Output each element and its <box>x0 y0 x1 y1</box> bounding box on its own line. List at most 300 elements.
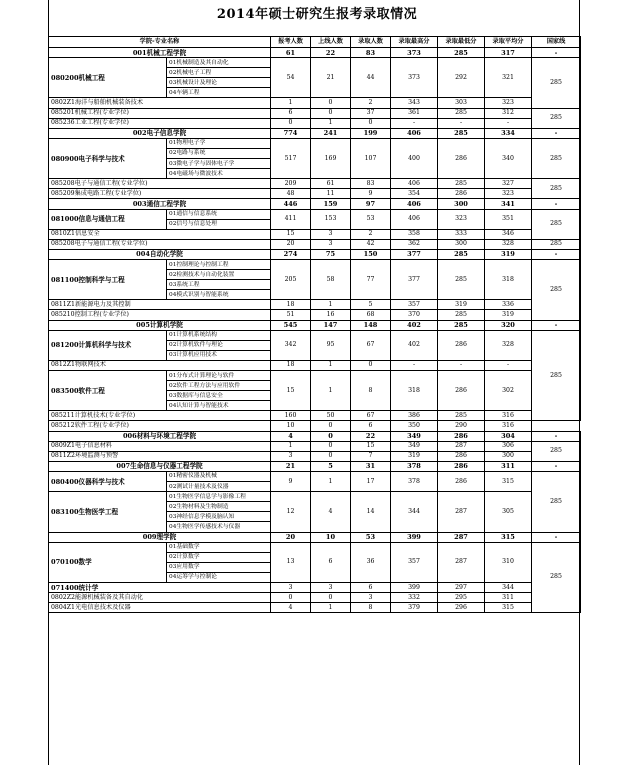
stat-cell: 205 <box>271 259 311 299</box>
stat-cell: 15 <box>271 229 311 239</box>
program-row <box>49 239 581 249</box>
stat-cell: 3 <box>271 451 311 461</box>
major-name: 080200机械工程 <box>49 58 167 98</box>
stat-cell: 351 <box>485 209 532 229</box>
program-row <box>49 300 581 310</box>
stat-cell: 10 <box>271 421 311 431</box>
stat-cell: 37 <box>351 108 391 118</box>
research-direction: 02计算机软件与理论 <box>167 340 271 350</box>
stat-cell: 350 <box>391 421 438 431</box>
stat-cell: 378 <box>391 471 438 491</box>
stat-cell: - <box>391 118 438 128</box>
stat-cell: 362 <box>391 239 438 249</box>
stat-cell: 319 <box>438 300 485 310</box>
research-direction: 02计算数学 <box>167 552 271 562</box>
stat-cell: 312 <box>485 108 532 118</box>
school-name: 002电子信息学院 <box>49 128 271 138</box>
stat-cell: 0 <box>351 360 391 370</box>
stat-cell: 373 <box>391 58 438 98</box>
stat-cell: 378 <box>391 461 438 471</box>
stat-cell: 343 <box>391 98 438 108</box>
program-name: 0810Z1信息安全 <box>49 229 271 239</box>
stat-cell: 333 <box>438 229 485 239</box>
stat-cell: 319 <box>391 451 438 461</box>
stat-cell: 160 <box>271 411 311 421</box>
stat-cell: 349 <box>391 441 438 451</box>
major-name: 083500软件工程 <box>49 371 167 411</box>
stat-cell: 67 <box>351 411 391 421</box>
stat-cell: 209 <box>271 179 311 189</box>
program-name: 085236工业工程(专业学位) <box>49 118 271 128</box>
research-direction: 03计算机应用技术 <box>167 350 271 360</box>
major-row <box>49 138 581 148</box>
major-row <box>49 209 581 219</box>
national-line-cell: 285 <box>532 441 581 461</box>
stat-cell: 358 <box>391 229 438 239</box>
stat-cell: 297 <box>438 582 485 592</box>
research-direction: 01通信与信息系统 <box>167 209 271 219</box>
research-direction: 04生物医学传感技术与仪器 <box>167 522 271 532</box>
stat-cell: 406 <box>391 179 438 189</box>
research-direction: 02生物材料及生物制造 <box>167 502 271 512</box>
stat-cell: 147 <box>311 320 351 330</box>
stat-cell: 0 <box>351 118 391 128</box>
stat-cell: 318 <box>391 371 438 411</box>
program-name: 0811Z1新能源电力及其控制 <box>49 300 271 310</box>
stat-cell: 61 <box>311 179 351 189</box>
stat-cell: 323 <box>485 189 532 199</box>
program-name: 085208电子与通信工程(专业学位) <box>49 239 271 249</box>
stat-cell: 315 <box>485 471 532 491</box>
header-row <box>49 37 581 48</box>
research-direction: 03神经信息学模及脑认知 <box>167 512 271 522</box>
stat-cell: 4 <box>271 431 311 441</box>
major-name: 081000信息与通信工程 <box>49 209 167 229</box>
stat-cell: 6 <box>271 108 311 118</box>
national-line-cell: 285 <box>532 138 581 178</box>
stat-cell: 31 <box>351 461 391 471</box>
school-name: 001机械工程学院 <box>49 48 271 58</box>
national-line-cell: 285 <box>532 542 581 613</box>
stat-cell: 286 <box>438 461 485 471</box>
program-name: 071400统计学 <box>49 582 271 592</box>
stat-cell: 287 <box>438 492 485 532</box>
stat-cell: 68 <box>351 310 391 320</box>
stat-cell: 61 <box>271 48 311 58</box>
stat-cell: 1 <box>311 371 351 411</box>
major-name: 070100数学 <box>49 542 167 582</box>
program-row <box>49 179 581 189</box>
table-body <box>49 48 581 613</box>
national-line-cell: 285 <box>532 209 581 239</box>
stat-cell: 361 <box>391 108 438 118</box>
stat-cell: 3 <box>311 229 351 239</box>
stat-cell: 14 <box>351 492 391 532</box>
column-header: 学院-专业名称 <box>49 37 271 48</box>
stat-cell: 295 <box>438 593 485 603</box>
research-direction: 03机械设计及理论 <box>167 78 271 88</box>
stat-cell: 306 <box>485 441 532 451</box>
school-row <box>49 199 581 209</box>
program-row <box>49 582 581 592</box>
school-row <box>49 249 581 259</box>
major-name: 080400仪器科学与技术 <box>49 471 167 491</box>
stat-cell: 346 <box>485 229 532 239</box>
research-direction: 01分布式计算理论与软件 <box>167 371 271 381</box>
stat-cell: 1 <box>271 98 311 108</box>
stat-cell: 287 <box>438 532 485 542</box>
research-direction: 03数据库与信息安全 <box>167 391 271 401</box>
stat-cell: 53 <box>351 532 391 542</box>
program-row <box>49 98 581 108</box>
stat-cell: 296 <box>438 603 485 613</box>
stat-cell: 349 <box>391 431 438 441</box>
program-name: 0804Z1光电信息技术及仪器 <box>49 603 271 613</box>
stat-cell: 1 <box>271 441 311 451</box>
stat-cell: 545 <box>271 320 311 330</box>
stat-cell: 377 <box>391 259 438 299</box>
stat-cell: 150 <box>351 249 391 259</box>
stat-cell: 16 <box>311 310 351 320</box>
stat-cell: 5 <box>351 300 391 310</box>
stat-cell: 285 <box>438 310 485 320</box>
stat-cell: 0 <box>311 593 351 603</box>
research-direction: 01物理电子学 <box>167 138 271 148</box>
research-direction: 02检测技术与自动化装置 <box>167 270 271 280</box>
stat-cell: 370 <box>391 310 438 320</box>
national-line-cell: - <box>532 431 581 441</box>
national-line-cell: 285 <box>532 471 581 532</box>
stat-cell: 319 <box>485 310 532 320</box>
research-direction: 02电路与系统 <box>167 148 271 158</box>
stat-cell: 286 <box>438 371 485 411</box>
stat-cell: 2 <box>351 229 391 239</box>
stat-cell: - <box>391 360 438 370</box>
research-direction: 02测试计量技术及仪器 <box>167 482 271 492</box>
program-row <box>49 310 581 320</box>
stat-cell: 0 <box>271 118 311 128</box>
stat-cell: 4 <box>311 492 351 532</box>
stat-cell: 159 <box>311 199 351 209</box>
stat-cell: 2 <box>351 98 391 108</box>
stat-cell: 774 <box>271 128 311 138</box>
stat-cell: 285 <box>438 128 485 138</box>
research-direction: 02信号与信息处理 <box>167 219 271 229</box>
stat-cell: 75 <box>311 249 351 259</box>
stat-cell: 287 <box>438 542 485 582</box>
stat-cell: 9 <box>271 471 311 491</box>
program-row <box>49 411 581 421</box>
research-direction: 02机械电子工程 <box>167 68 271 78</box>
stat-cell: 21 <box>271 461 311 471</box>
stat-cell: 15 <box>271 371 311 411</box>
program-name: 0812Z1物联网技术 <box>49 360 271 370</box>
admission-table <box>48 36 581 613</box>
stat-cell: 8 <box>351 603 391 613</box>
column-header: 国家线 <box>532 37 581 48</box>
stat-cell: 303 <box>438 98 485 108</box>
stat-cell: 340 <box>485 138 532 178</box>
stat-cell: 20 <box>271 532 311 542</box>
research-direction: 02软件工程方法与应用软件 <box>167 381 271 391</box>
research-direction: 03系统工程 <box>167 280 271 290</box>
stat-cell: 21 <box>311 58 351 98</box>
stat-cell: 1 <box>311 300 351 310</box>
major-row <box>49 471 581 481</box>
stat-cell: 300 <box>438 239 485 249</box>
school-name: 005计算机学院 <box>49 320 271 330</box>
stat-cell: 285 <box>438 179 485 189</box>
major-row <box>49 542 581 552</box>
stat-cell: - <box>485 118 532 128</box>
stat-cell: 316 <box>485 421 532 431</box>
stat-cell: 54 <box>271 58 311 98</box>
research-direction: 01生物医学信息学与影像工程 <box>167 492 271 502</box>
research-direction: 01计算机系统结构 <box>167 330 271 340</box>
stat-cell: 67 <box>351 330 391 360</box>
stat-cell: 285 <box>438 320 485 330</box>
national-line-cell: - <box>532 199 581 209</box>
program-name: 085212软件工程(专业学位) <box>49 421 271 431</box>
stat-cell: 20 <box>271 239 311 249</box>
stat-cell: 287 <box>438 441 485 451</box>
stat-cell: 53 <box>351 209 391 229</box>
column-header: 录取最高分 <box>391 37 438 48</box>
stat-cell: 399 <box>391 582 438 592</box>
stat-cell: 341 <box>485 199 532 209</box>
stat-cell: 286 <box>438 471 485 491</box>
stat-cell: 377 <box>391 249 438 259</box>
national-line-cell: - <box>532 320 581 330</box>
school-name: 003通信工程学院 <box>49 199 271 209</box>
stat-cell: 402 <box>391 320 438 330</box>
stat-cell: 0 <box>311 431 351 441</box>
stat-cell: 241 <box>311 128 351 138</box>
national-line-cell: 285 <box>532 239 581 249</box>
national-line-cell: 285 <box>532 179 581 199</box>
column-header: 录取最低分 <box>438 37 485 48</box>
stat-cell: 316 <box>485 411 532 421</box>
stat-cell: 290 <box>438 421 485 431</box>
stat-cell: 517 <box>271 138 311 178</box>
stat-cell: 286 <box>438 330 485 360</box>
stat-cell: 285 <box>438 48 485 58</box>
school-name: 006材料与环境工程学院 <box>49 431 271 441</box>
program-name: 085211计算机技术(专业学位) <box>49 411 271 421</box>
major-row <box>49 259 581 269</box>
stat-cell: 411 <box>271 209 311 229</box>
stat-cell: 300 <box>438 199 485 209</box>
stat-cell: 318 <box>485 259 532 299</box>
stat-cell: 0 <box>271 593 311 603</box>
program-name: 085208电子与通信工程(专业学位) <box>49 179 271 189</box>
stat-cell: 153 <box>311 209 351 229</box>
program-name: 085210控制工程(专业学位) <box>49 310 271 320</box>
stat-cell: 302 <box>485 371 532 411</box>
major-row <box>49 330 581 340</box>
stat-cell: 0 <box>311 421 351 431</box>
program-row <box>49 451 581 461</box>
school-name: 007生命信息与仪器工程学院 <box>49 461 271 471</box>
stat-cell: 344 <box>485 582 532 592</box>
program-row <box>49 360 581 370</box>
research-direction: 04车辆工程 <box>167 88 271 98</box>
stat-cell: 285 <box>438 249 485 259</box>
column-header: 上线人数 <box>311 37 351 48</box>
stat-cell: 3 <box>311 239 351 249</box>
school-row <box>49 431 581 441</box>
stat-cell: 285 <box>438 108 485 118</box>
stat-cell: 3 <box>271 582 311 592</box>
stat-cell: - <box>438 118 485 128</box>
research-direction: 03微电子学与固体电子学 <box>167 159 271 169</box>
stat-cell: 310 <box>485 542 532 582</box>
major-row <box>49 371 581 381</box>
stat-cell: 399 <box>391 532 438 542</box>
stat-cell: 95 <box>311 330 351 360</box>
research-direction: 04模式识别与智能系统 <box>167 290 271 300</box>
stat-cell: 332 <box>391 593 438 603</box>
national-line-cell: - <box>532 532 581 542</box>
stat-cell: 51 <box>271 310 311 320</box>
stat-cell: 400 <box>391 138 438 178</box>
stat-cell: 311 <box>485 461 532 471</box>
stat-cell: 36 <box>351 542 391 582</box>
stat-cell: 83 <box>351 179 391 189</box>
program-name: 0802Z1海洋与船舶机械装备技术 <box>49 98 271 108</box>
program-row <box>49 421 581 431</box>
stat-cell: - <box>438 360 485 370</box>
stat-cell: 320 <box>485 320 532 330</box>
school-name: 004自动化学院 <box>49 249 271 259</box>
stat-cell: 11 <box>311 189 351 199</box>
stat-cell: 0 <box>311 108 351 118</box>
research-direction: 01基础数学 <box>167 542 271 552</box>
stat-cell: 12 <box>271 492 311 532</box>
school-row <box>49 320 581 330</box>
stat-cell: 334 <box>485 128 532 138</box>
stat-cell: 323 <box>438 209 485 229</box>
stat-cell: 6 <box>351 582 391 592</box>
stat-cell: 199 <box>351 128 391 138</box>
stat-cell: 286 <box>438 431 485 441</box>
stat-cell: 4 <box>271 603 311 613</box>
stat-cell: 357 <box>391 542 438 582</box>
program-name: 0802Z2能源机械装备及其自动化 <box>49 593 271 603</box>
stat-cell: 344 <box>391 492 438 532</box>
research-direction: 04运筹学与控制论 <box>167 572 271 582</box>
stat-cell: 77 <box>351 259 391 299</box>
program-row <box>49 441 581 451</box>
stat-cell: 1 <box>311 360 351 370</box>
program-name: 085209集成电路工程(专业学位) <box>49 189 271 199</box>
major-row <box>49 492 581 502</box>
stat-cell: 300 <box>485 451 532 461</box>
program-name: 085201机械工程(专业学位) <box>49 108 271 118</box>
major-name: 083100生物医学工程 <box>49 492 167 532</box>
research-direction: 04电磁场与微波技术 <box>167 169 271 179</box>
stat-cell: 6 <box>351 421 391 431</box>
stat-cell: 18 <box>271 360 311 370</box>
stat-cell: 8 <box>351 371 391 411</box>
stat-cell: 22 <box>311 48 351 58</box>
national-line-cell: - <box>532 461 581 471</box>
stat-cell: 22 <box>351 431 391 441</box>
page-title: 2014年硕士研究生报考录取情况 <box>216 7 418 22</box>
stat-cell: 1 <box>311 471 351 491</box>
stat-cell: 323 <box>485 98 532 108</box>
national-line-cell: 285 <box>532 259 581 320</box>
stat-cell: 10 <box>311 532 351 542</box>
program-row <box>49 189 581 199</box>
stat-cell: 18 <box>271 300 311 310</box>
stat-cell: - <box>485 360 532 370</box>
national-line-cell: - <box>532 48 581 58</box>
stat-cell: 44 <box>351 58 391 98</box>
major-name: 081200计算机科学与技术 <box>49 330 167 360</box>
stat-cell: 5 <box>311 461 351 471</box>
stat-cell: 3 <box>311 582 351 592</box>
stat-cell: 402 <box>391 330 438 360</box>
stat-cell: 386 <box>391 411 438 421</box>
column-header: 录取平均分 <box>485 37 532 48</box>
program-name: 0811Z2环境监测与预警 <box>49 451 271 461</box>
stat-cell: 0 <box>311 451 351 461</box>
major-name: 081100控制科学与工程 <box>49 259 167 299</box>
stat-cell: 292 <box>438 58 485 98</box>
stat-cell: 315 <box>485 532 532 542</box>
stat-cell: 83 <box>351 48 391 58</box>
school-name: 009理学院 <box>49 532 271 542</box>
stat-cell: 274 <box>271 249 311 259</box>
stat-cell: 3 <box>351 593 391 603</box>
research-direction: 01机械制造及其自动化 <box>167 58 271 68</box>
research-direction: 01控制理论与控制工程 <box>167 259 271 269</box>
stat-cell: 1 <box>311 603 351 613</box>
stat-cell: 286 <box>438 451 485 461</box>
school-row <box>49 48 581 58</box>
stat-cell: 169 <box>311 138 351 178</box>
stat-cell: 48 <box>271 189 311 199</box>
column-header: 录取人数 <box>351 37 391 48</box>
program-row <box>49 603 581 613</box>
research-direction: 04认知计算与智能技术 <box>167 401 271 411</box>
stat-cell: 406 <box>391 209 438 229</box>
national-line-cell: - <box>532 249 581 259</box>
stat-cell: 357 <box>391 300 438 310</box>
stat-cell: 107 <box>351 138 391 178</box>
stat-cell: 0 <box>311 98 351 108</box>
stat-cell: 97 <box>351 199 391 209</box>
stat-cell: 319 <box>485 249 532 259</box>
stat-cell: 9 <box>351 189 391 199</box>
stat-cell: 311 <box>485 593 532 603</box>
stat-cell: 315 <box>485 603 532 613</box>
national-line-cell: 285 <box>532 108 581 128</box>
national-line-cell: 285 <box>532 330 581 421</box>
stat-cell: 328 <box>485 330 532 360</box>
stat-cell: 327 <box>485 179 532 189</box>
program-row <box>49 118 581 128</box>
research-direction: 03应用数学 <box>167 562 271 572</box>
stat-cell: 50 <box>311 411 351 421</box>
stat-cell: 17 <box>351 471 391 491</box>
stat-cell: 304 <box>485 431 532 441</box>
major-name: 080900电子科学与技术 <box>49 138 167 178</box>
stat-cell: 379 <box>391 603 438 613</box>
stat-cell: 354 <box>391 189 438 199</box>
stat-cell: 286 <box>438 138 485 178</box>
